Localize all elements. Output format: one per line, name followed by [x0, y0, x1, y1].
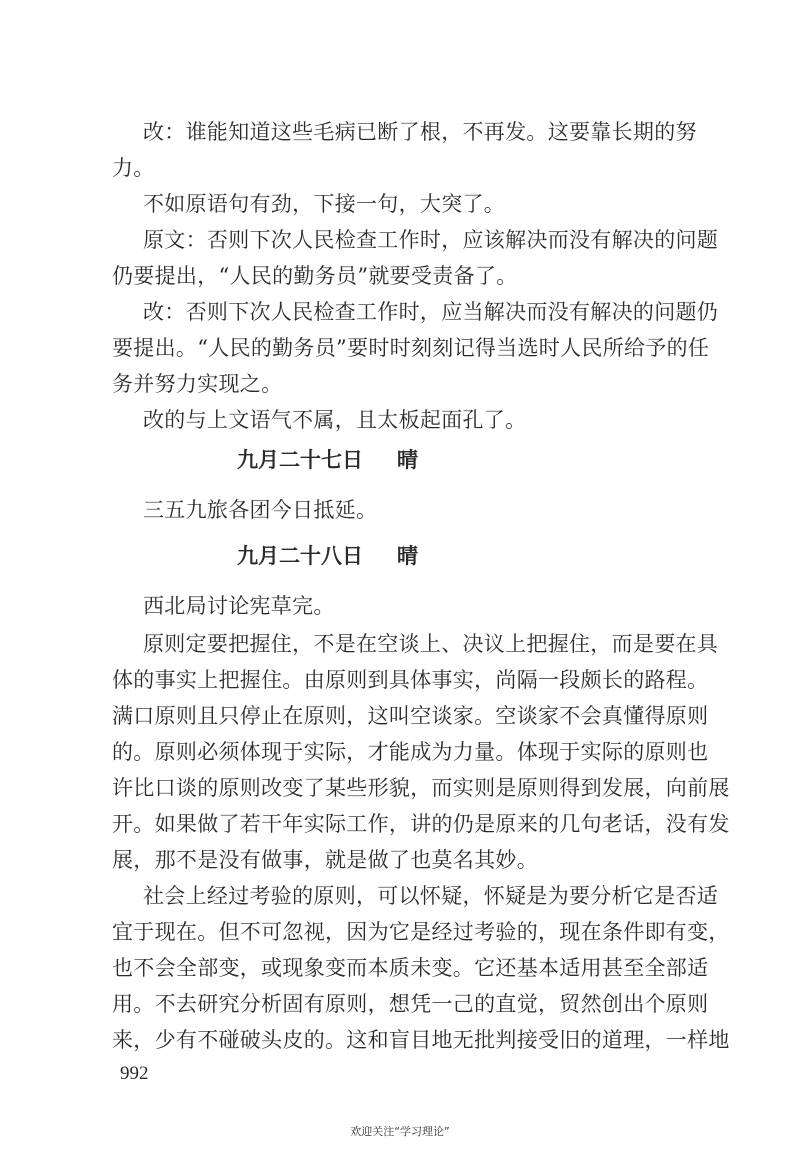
entry-date: 九月二十八日 — [237, 544, 363, 568]
text-line: 原则定要把握住，不是在空谈上、决议上把握住，而是要在具 — [143, 632, 719, 656]
text-line: 开。如果做了若干年实际工作，讲的仍是原来的几句老话，没有发 — [112, 812, 730, 836]
text-line: 用。不去研究分析固有原则，想凭一己的直觉，贸然创出个原则 — [112, 992, 709, 1016]
text-line: 改的与上文语气不属，且太板起面孔了。 — [143, 408, 527, 432]
text-line: 力。 — [112, 156, 155, 180]
diary-entry-heading — [237, 446, 418, 474]
entry-weather: 晴 — [397, 544, 418, 568]
text-line: 社会上经过考验的原则，可以怀疑，怀疑是为要分析它是否适 — [143, 884, 719, 908]
text-line: 的。原则必须体现于实际，才能成为力量。体现于实际的原则也 — [112, 740, 709, 764]
page-number: 992 — [120, 1063, 149, 1084]
text-line: 体的事实上把握住。由原则到具体事实，尚隔一段颇长的路程。 — [112, 668, 709, 692]
entry-date: 九月二十七日 — [237, 448, 363, 472]
text-line: 务并努力实现之。 — [112, 372, 283, 396]
text-line: 改：否则下次人民检查工作时，应当解决而没有解决的问题仍 — [143, 300, 719, 324]
entry-weather: 晴 — [397, 448, 418, 472]
text-line: 不如原语句有劲，下接一句，大突了。 — [143, 192, 506, 216]
text-line: 也不会全部变，或现象变而本质未变。它还基本适用甚至全部适 — [112, 956, 709, 980]
text-line: 原文：否则下次人民检查工作时，应该解决而没有解决的问题 — [143, 228, 719, 252]
text-line: 改：谁能知道这些毛病已断了根，不再发。这要靠长期的努 — [143, 120, 697, 144]
text-line: 满口原则且只停止在原则，这叫空谈家。空谈家不会真懂得原则 — [112, 704, 709, 728]
text-line: 仍要提出，“人民的勤务员”就要受责备了。 — [112, 264, 518, 288]
text-line: 宜于现在。但不可忽视，因为它是经过考验的，现在条件即有变， — [112, 920, 730, 944]
text-line: 来，少有不碰破头皮的。这和盲目地无批判接受旧的道理，一样地 — [112, 1028, 730, 1052]
footer-text: 欢迎关注“学习理论” — [350, 1125, 450, 1138]
text-line: 展，那不是没有做事，就是做了也莫名其妙。 — [112, 848, 538, 872]
text-line: 西北局讨论宪草完。 — [143, 594, 335, 618]
text-line: 三五九旅各团今日抵延。 — [143, 498, 378, 522]
text-line: 要提出。“人民的勤务员”要时时刻刻记得当选时人民所给予的任 — [112, 336, 710, 360]
text-line: 许比口谈的原则改变了某些形貌，而实则是原则得到发展，向前展 — [112, 776, 730, 800]
diary-entry-heading — [237, 542, 418, 570]
